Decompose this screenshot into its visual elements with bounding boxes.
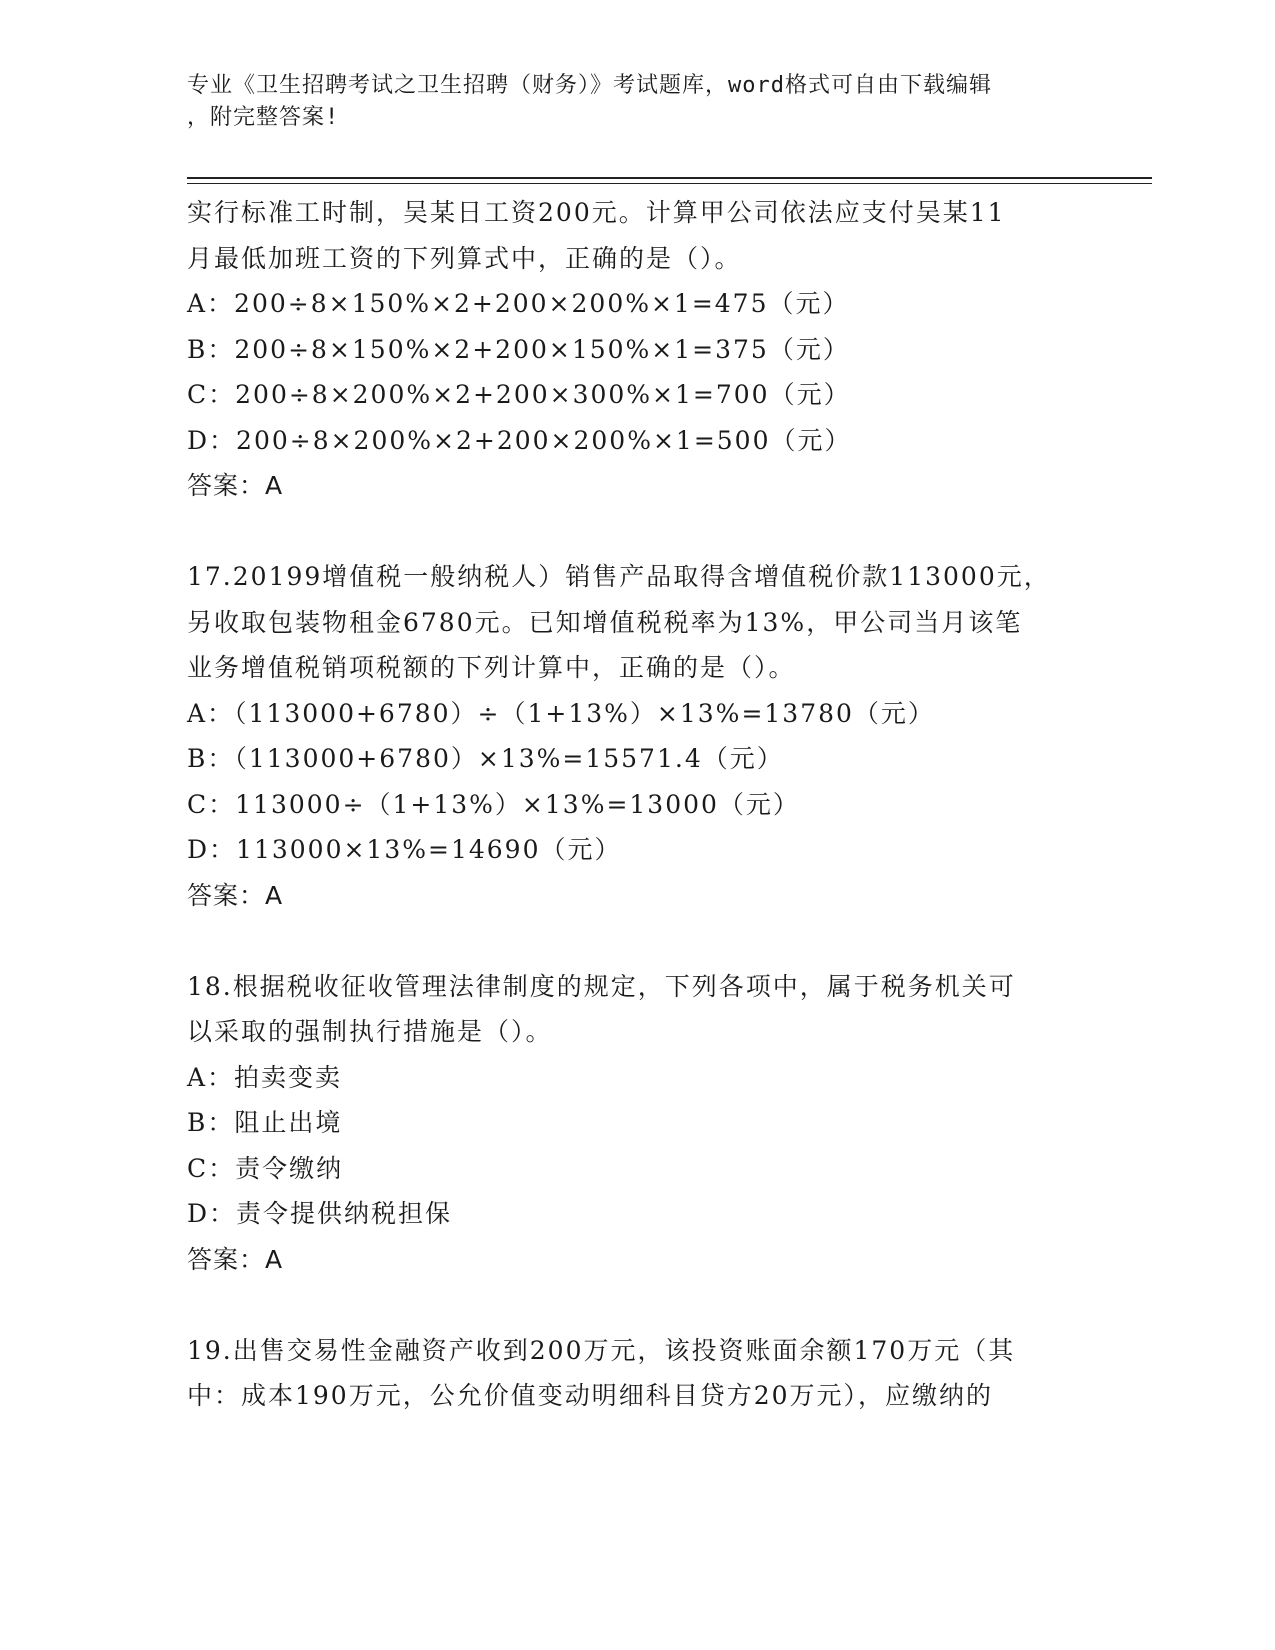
- question-spacer: [187, 1282, 1077, 1328]
- question-19-text-line-1: 19.出售交易性金融资产收到200万元，该投资账面余额170万元（其: [187, 1335, 1016, 1365]
- question-16-option-b: B：200÷8×150%×2+200×150%×1=375（元）: [187, 334, 850, 364]
- question-18-answer: 答案：A: [187, 1244, 284, 1274]
- question-18-option-c: C：责令缴纳: [187, 1153, 344, 1183]
- question-17-text-line-2: 另收取包装物租金6780元。已知增值税税率为13%，甲公司当月该笔: [187, 607, 1023, 637]
- question-spacer: [187, 509, 1077, 555]
- question-18-option-a: A：拍卖变卖: [187, 1062, 343, 1092]
- header-rule-thick: [187, 177, 1152, 179]
- question-16-option-a: A：200÷8×150%×2+200×200%×1=475（元）: [187, 289, 850, 318]
- question-17-answer: 答案：A: [187, 880, 284, 910]
- header-line-1: 专业《卫生招聘考试之卫生招聘（财务）》考试题库，word格式可自由下载编辑: [187, 73, 992, 98]
- question-spacer: [187, 918, 1077, 964]
- question-16-option-c: C：200÷8×200%×2+200×300%×1=700（元）: [187, 380, 851, 409]
- header-rule-thin: [187, 183, 1152, 184]
- question-16: [187, 190, 1077, 509]
- question-18-option-d: D：责令提供纳税担保: [187, 1199, 453, 1228]
- question-17-option-a: A：（113000+6780）÷（1+13%）×13%=13780（元）: [187, 698, 935, 728]
- question-18-text-line-1: 18.根据税收征收管理法律制度的规定，下列各项中，属于税务机关可: [187, 971, 1016, 1001]
- question-17-text-line-3: 业务增值税销项税额的下列计算中，正确的是（）。: [187, 653, 796, 682]
- question-16-text-line-2: 月最低加班工资的下列算式中，正确的是（）。: [187, 243, 742, 273]
- question-16-text-line-1: 实行标准工时制，吴某日工资200元。计算甲公司依法应支付吴某11: [187, 198, 1006, 227]
- question-17-option-c: C：113000÷（1+13%）×13%=13000（元）: [187, 789, 800, 819]
- question-17: [187, 554, 1077, 918]
- document-body: [187, 190, 1077, 1419]
- question-18: [187, 964, 1077, 1283]
- question-18-option-b: B：阻止出境: [187, 1108, 343, 1137]
- question-16-option-d: D：200÷8×200%×2+200×200%×1=500（元）: [187, 425, 852, 455]
- question-18-text-line-2: 以采取的强制执行措施是（）。: [187, 1017, 553, 1046]
- header-line-2: ，附完整答案!: [187, 105, 340, 130]
- question-19: [187, 1328, 1077, 1419]
- question-17-option-b: B：（113000+6780）×13%=15571.4（元）: [187, 744, 784, 773]
- page-header: [187, 70, 1067, 134]
- question-19-text-line-2: 中：成本190万元，公允价值变动明细科目贷方20万元），应缴纳的: [187, 1381, 994, 1410]
- question-17-option-d: D：113000×13%=14690（元）: [187, 835, 622, 864]
- question-16-answer: 答案：A: [187, 471, 284, 500]
- question-17-text-line-1: 17.20199增值税一般纳税人）销售产品取得含增值税价款113000元，: [187, 562, 1051, 591]
